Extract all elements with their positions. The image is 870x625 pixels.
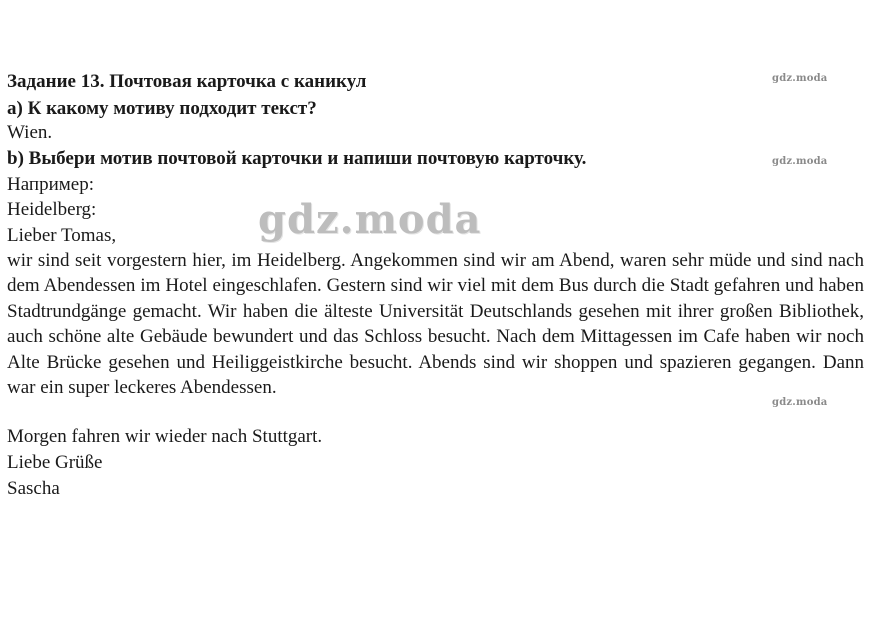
watermark-small-3: gdz.moda — [772, 397, 828, 408]
postcard-tomorrow: Morgen fahren wir wieder nach Stuttgart. — [7, 426, 323, 447]
part-b-question: b) Выбери мотив почтовой карточки и напиши почтовую карточку. — [7, 148, 587, 169]
watermark-small-2: gdz.moda — [772, 156, 828, 167]
postcard-place: Heidelberg: — [7, 199, 97, 220]
postcard-signature: Sascha — [7, 478, 60, 499]
task-title: Задание 13. Почтовая карточка с каникул — [7, 71, 367, 92]
watermark-large: gdz.moda — [258, 196, 482, 243]
example-label: Например: — [7, 174, 94, 195]
watermark-small-1: gdz.moda — [772, 73, 828, 84]
postcard-greeting: Lieber Tomas, — [7, 225, 117, 246]
postcard-body: wir sind seit vorgestern hier, im Heidelberg. Angekommen sind wir am Abend, waren sehr müde und sind nach dem Abendessen im Hotel eingeschlafen. Gestern sind wir viel mit dem Bus durch die Stadt gefahren und haben Stadtrundgänge gemacht. Wir haben die älteste Universität Deutschlands gesehen mit ihrer großen Bibliothek, auch schöne alte Gebäude bewundert und das Schloss besucht. Nach dem Mittagessen im Cafe haben wir noch Alte Brücke gesehen und Heiliggeistkirche besucht. Abends sind wir shoppen und spazieren gegangen. Dann war ein super leckeres Abendessen. — [7, 250, 864, 399]
part-a-question: а) К какому мотиву подходит текст? — [7, 98, 317, 119]
part-a-answer: Wien. — [7, 122, 53, 143]
postcard-closing: Liebe Grüße — [7, 452, 103, 473]
